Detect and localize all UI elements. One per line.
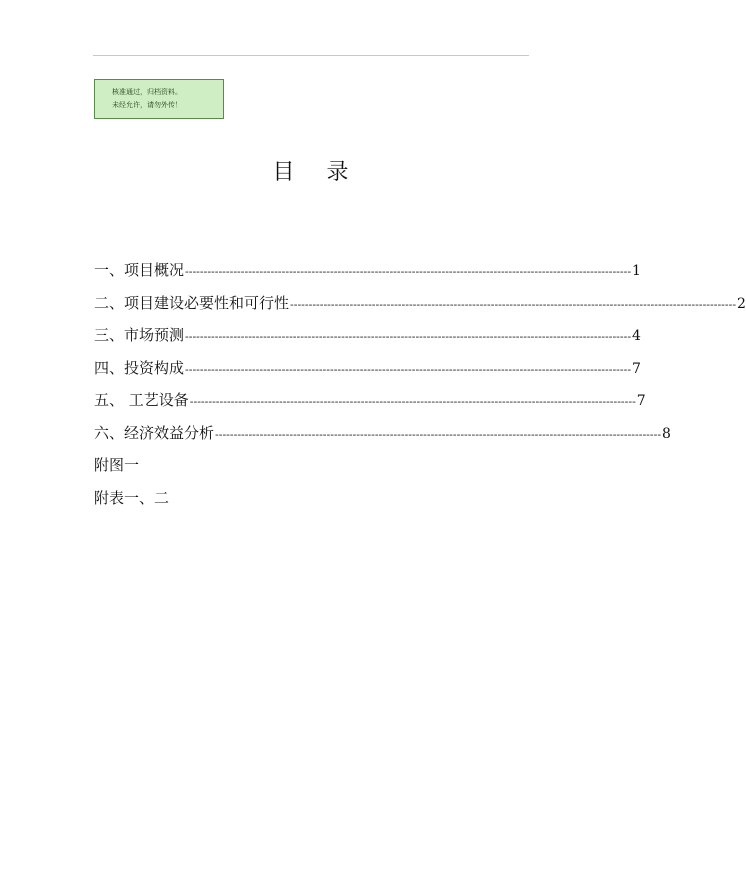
toc-entry-page: 7 bbox=[636, 393, 646, 409]
toc-entry-label: 六、经济效益分析 bbox=[94, 423, 215, 442]
toc-leader: ------------------------------------------------------------------------------------------------------------------------ bbox=[215, 427, 662, 441]
toc-entry[interactable] bbox=[94, 323, 641, 356]
toc-entry-label: 三、市场预测 bbox=[94, 326, 185, 344]
toc-entry-label: 五、 工艺设备 bbox=[94, 391, 189, 409]
table-of-contents bbox=[94, 258, 746, 518]
toc-entry-page: 1 bbox=[632, 263, 641, 279]
stamp-line-2: 未经允许，请勿外传！ bbox=[112, 101, 182, 109]
page-title: 目录 bbox=[272, 160, 381, 185]
toc-leader: ------------------------------------------------------------------------------------------------------------------------ bbox=[185, 265, 632, 278]
stamp-line-1: 核准通过，归档资料。 bbox=[112, 88, 182, 96]
appendix-table-entry[interactable]: 附表一、二 bbox=[94, 488, 170, 507]
appendix-figure-entry[interactable]: 附图一 bbox=[94, 456, 140, 474]
toc-entry-label: 一、项目概况 bbox=[94, 261, 185, 279]
toc-entry[interactable] bbox=[94, 258, 641, 291]
toc-entry[interactable] bbox=[94, 291, 746, 324]
toc-entry[interactable] bbox=[94, 388, 646, 421]
toc-entry[interactable] bbox=[94, 356, 641, 389]
toc-leader: ------------------------------------------------------------------------------------------------------------------------ bbox=[185, 362, 632, 376]
toc-entry[interactable] bbox=[94, 421, 671, 454]
toc-entry-page: 7 bbox=[632, 360, 641, 377]
toc-entry-label: 二、项目建设必要性和可行性 bbox=[94, 293, 290, 312]
toc-entry-page: 8 bbox=[662, 425, 671, 442]
toc-leader: ------------------------------------------------------------------------------------------------------------------------ bbox=[185, 330, 632, 343]
toc-entry-page: 2 bbox=[737, 295, 746, 312]
toc-leader: ------------------------------------------------------------------------------------------------------------------------ bbox=[290, 297, 737, 311]
toc-leader: ------------------------------------------------------------------------------------------------------------------------ bbox=[189, 395, 636, 408]
header-rule bbox=[93, 55, 529, 56]
toc-entry-page: 4 bbox=[632, 328, 641, 344]
toc-entry-label: 四、投资构成 bbox=[94, 358, 185, 377]
archive-stamp bbox=[94, 79, 224, 119]
